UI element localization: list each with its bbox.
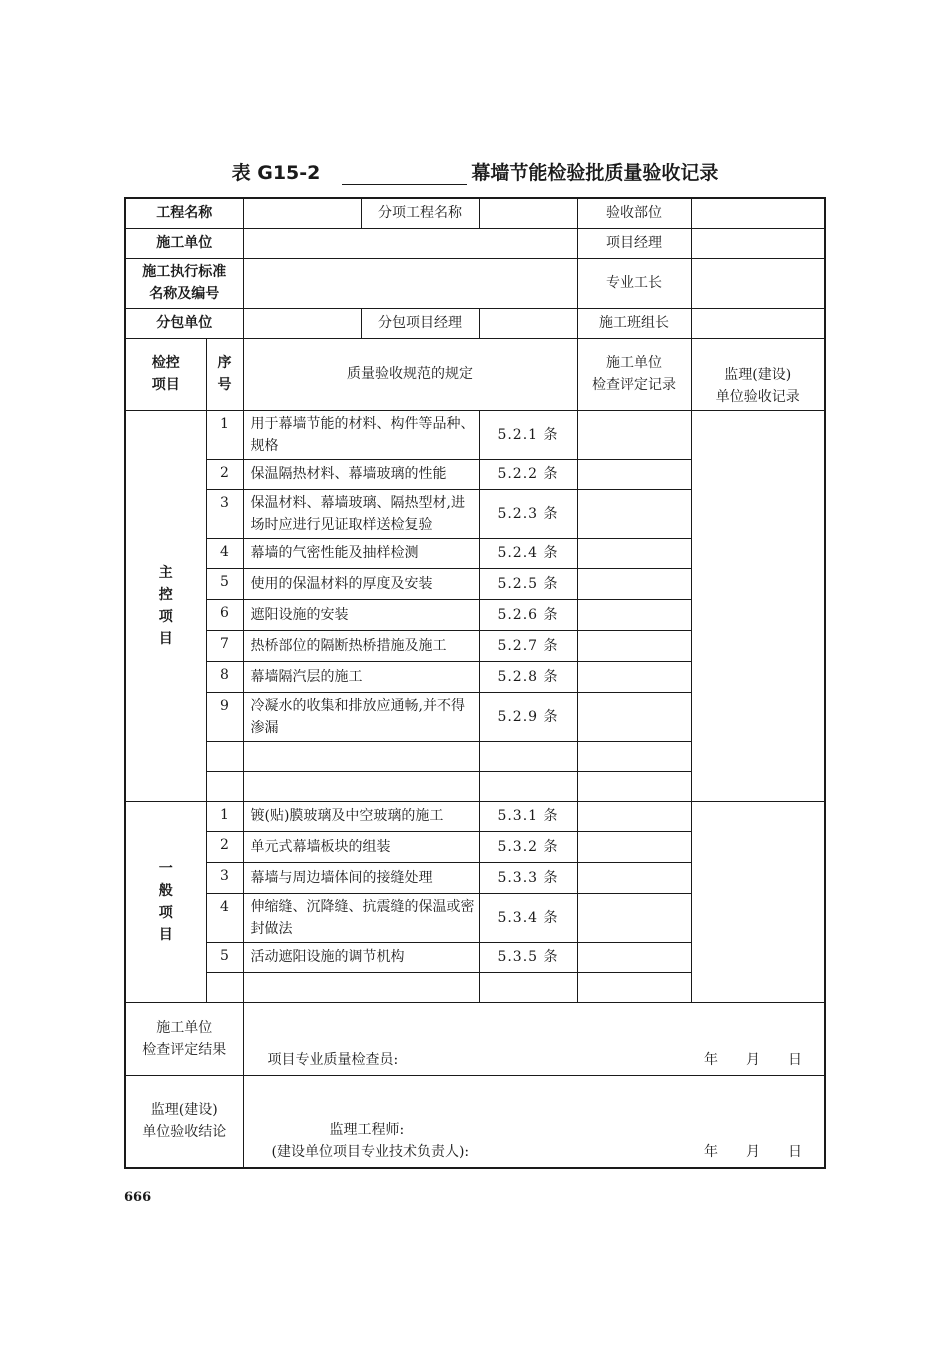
inspection-part-label: 验收部位 xyxy=(577,198,691,228)
main-group-char: 目 xyxy=(158,630,173,647)
col-spec-header: 质量验收规范的规定 xyxy=(243,338,577,410)
general-group-char: 项 xyxy=(158,904,173,921)
col-check-header xyxy=(577,338,691,410)
item-number: 4 xyxy=(206,538,243,568)
col-item-line2: 项目 xyxy=(151,377,180,393)
check-record-cell[interactable] xyxy=(577,771,691,801)
item-requirement-empty[interactable] xyxy=(243,741,479,771)
item-clause: 5.3.5 条 xyxy=(479,942,577,972)
construction-signature-row xyxy=(244,1049,830,1075)
main-control-group-label xyxy=(125,410,206,801)
header-row-unit xyxy=(125,228,825,258)
col-supervise-header xyxy=(691,338,825,410)
item-requirement: 伸缩缝、沉降缝、抗震缝的保温或密封做法 xyxy=(243,893,479,942)
item-clause: 5.3.2 条 xyxy=(479,831,577,862)
item-clause: 5.2.5 条 xyxy=(479,568,577,599)
col-item-line1: 检控 xyxy=(151,355,180,371)
construction-unit-label: 施工单位 xyxy=(125,228,243,258)
table-title: 幕墙节能检验批质量验收记录 xyxy=(471,162,719,184)
main-group-char: 主 xyxy=(158,564,173,581)
project-name-label: 工程名称 xyxy=(125,198,243,228)
check-record-cell[interactable] xyxy=(577,801,691,831)
supervision-conclusion-cell[interactable] xyxy=(243,1075,830,1168)
page-title xyxy=(0,158,950,185)
check-record-cell[interactable] xyxy=(577,568,691,599)
supervision-conclusion-row xyxy=(125,1075,825,1168)
header-row-standard xyxy=(125,258,825,308)
item-number: 3 xyxy=(206,862,243,893)
item-clause: 5.2.1 条 xyxy=(479,410,577,459)
col-supervise-line2: 单位验收记录 xyxy=(715,388,800,405)
quality-inspector-label: 项目专业质量检查员: xyxy=(267,1051,399,1068)
construction-result-label-line2: 检查评定结果 xyxy=(142,1041,227,1058)
check-record-cell[interactable] xyxy=(577,893,691,942)
item-requirement: 保温材料、幕墙玻璃、隔热型材,进场时应进行见证取样送检复验 xyxy=(243,489,479,538)
item-number-empty xyxy=(206,741,243,771)
item-clause-empty[interactable] xyxy=(479,741,577,771)
col-seq-line2: 号 xyxy=(217,377,232,393)
col-item-header xyxy=(125,338,206,410)
project-manager-label: 项目经理 xyxy=(577,228,691,258)
check-record-cell[interactable] xyxy=(577,459,691,489)
col-supervise-line1: 监理(建设) xyxy=(724,366,792,383)
header-row-subcontract xyxy=(125,308,825,338)
item-requirement: 保温隔热材料、幕墙玻璃的性能 xyxy=(243,459,479,489)
col-seq-header xyxy=(206,338,243,410)
item-number: 6 xyxy=(206,599,243,630)
item-clause: 5.2.7 条 xyxy=(479,630,577,661)
inspection-part-value[interactable] xyxy=(691,198,825,228)
project-name-value[interactable] xyxy=(243,198,361,228)
item-requirement: 幕墙与周边墙体间的接缝处理 xyxy=(243,862,479,893)
item-number: 5 xyxy=(206,942,243,972)
item-clause: 5.2.6 条 xyxy=(479,599,577,630)
check-record-cell[interactable] xyxy=(577,410,691,459)
item-clause-empty[interactable] xyxy=(479,972,577,1002)
tech-lead-label: (建设单位项目专业技术负责人): xyxy=(271,1144,470,1160)
general-item-row xyxy=(125,801,825,831)
standard-value[interactable] xyxy=(243,258,577,308)
item-requirement: 热桥部位的隔断热桥措施及施工 xyxy=(243,630,479,661)
main-group-char: 控 xyxy=(158,586,173,603)
item-requirement: 幕墙隔汽层的施工 xyxy=(243,661,479,692)
title-blank-line xyxy=(342,166,467,185)
subcontract-unit-value[interactable] xyxy=(243,308,361,338)
team-leader-label: 施工班组长 xyxy=(577,308,691,338)
item-number: 3 xyxy=(206,489,243,538)
construction-result-cell[interactable] xyxy=(243,1002,830,1075)
item-clause: 5.2.9 条 xyxy=(479,692,577,741)
team-leader-value[interactable] xyxy=(691,308,825,338)
item-clause: 5.3.4 条 xyxy=(479,893,577,942)
supervision-conclusion-label-line2: 单位验收结论 xyxy=(142,1124,227,1141)
check-record-cell[interactable] xyxy=(577,972,691,1002)
item-number: 2 xyxy=(206,831,243,862)
supervision-conclusion-label-line1: 监理(建设) xyxy=(150,1102,218,1119)
item-requirement: 用于幕墙节能的材料、构件等品种、规格 xyxy=(243,410,479,459)
item-requirement-empty[interactable] xyxy=(243,771,479,801)
main-group-char: 项 xyxy=(158,608,173,625)
column-header-row xyxy=(125,338,825,410)
project-manager-value[interactable] xyxy=(691,228,825,258)
item-requirement: 幕墙的气密性能及抽样检测 xyxy=(243,538,479,568)
item-clause: 5.3.1 条 xyxy=(479,801,577,831)
item-requirement: 使用的保温材料的厚度及安装 xyxy=(243,568,479,599)
item-number: 8 xyxy=(206,661,243,692)
item-number-empty xyxy=(206,972,243,1002)
supervision-conclusion-label xyxy=(125,1075,243,1168)
standard-label-line2: 名称及编号 xyxy=(149,286,220,302)
check-record-cell[interactable] xyxy=(577,599,691,630)
item-requirement: 冷凝水的收集和排放应通畅,并不得渗漏 xyxy=(243,692,479,741)
main-supervise-record-cell[interactable] xyxy=(691,410,825,801)
item-requirement: 单元式幕墙板块的组装 xyxy=(243,831,479,862)
item-number: 9 xyxy=(206,692,243,741)
inspection-record-table xyxy=(124,197,830,1169)
standard-label-line1: 施工执行标准 xyxy=(142,264,227,280)
item-clause: 5.2.2 条 xyxy=(479,459,577,489)
subcontract-manager-label: 分包项目经理 xyxy=(361,308,479,338)
check-record-cell[interactable] xyxy=(577,862,691,893)
sub-project-name-value[interactable] xyxy=(479,198,577,228)
check-record-cell[interactable] xyxy=(577,741,691,771)
general-supervise-record-cell[interactable] xyxy=(691,801,825,1002)
item-number: 2 xyxy=(206,459,243,489)
item-number: 1 xyxy=(206,801,243,831)
item-clause: 5.3.3 条 xyxy=(479,862,577,893)
check-record-cell[interactable] xyxy=(577,489,691,538)
main-item-row xyxy=(125,410,825,459)
header-row-project xyxy=(125,198,825,228)
item-requirement: 活动遮阳设施的调节机构 xyxy=(243,942,479,972)
item-clause: 5.2.3 条 xyxy=(479,489,577,538)
supervision-date-label: 年月日 xyxy=(704,1144,830,1160)
general-group-char: 一 xyxy=(158,860,173,877)
construction-date-label: 年月日 xyxy=(704,1051,830,1068)
col-check-line2: 检查评定记录 xyxy=(592,377,676,393)
item-number: 4 xyxy=(206,893,243,942)
subcontract-manager-value[interactable] xyxy=(479,308,577,338)
table-number: 表 G15-2 xyxy=(231,162,321,184)
professional-foreman-value[interactable] xyxy=(691,258,825,308)
check-record-cell[interactable] xyxy=(577,831,691,862)
check-record-cell[interactable] xyxy=(577,942,691,972)
check-record-cell[interactable] xyxy=(577,538,691,568)
construction-unit-value[interactable] xyxy=(243,228,577,258)
general-group-char: 般 xyxy=(158,882,173,899)
construction-result-label-line1: 施工单位 xyxy=(156,1019,213,1036)
sub-project-name-label: 分项工程名称 xyxy=(361,198,479,228)
check-record-cell[interactable] xyxy=(577,661,691,692)
general-group-char: 目 xyxy=(158,926,173,943)
construction-result-row xyxy=(125,1002,825,1075)
item-requirement: 遮阳设施的安装 xyxy=(243,599,479,630)
item-number-empty xyxy=(206,771,243,801)
item-requirement-empty[interactable] xyxy=(243,972,479,1002)
check-record-cell[interactable] xyxy=(577,630,691,661)
item-number: 5 xyxy=(206,568,243,599)
supervision-signature-row xyxy=(244,1141,830,1167)
subcontract-unit-label: 分包单位 xyxy=(125,308,243,338)
check-record-cell[interactable] xyxy=(577,692,691,741)
item-requirement: 镀(贴)膜玻璃及中空玻璃的施工 xyxy=(243,801,479,831)
item-clause-empty[interactable] xyxy=(479,771,577,801)
item-clause: 5.2.8 条 xyxy=(479,661,577,692)
item-clause: 5.2.4 条 xyxy=(479,538,577,568)
supervision-engineer-label: 监理工程师: xyxy=(329,1122,405,1138)
item-number: 7 xyxy=(206,630,243,661)
page-number: 666 xyxy=(124,1190,152,1205)
construction-result-label xyxy=(125,1002,243,1075)
standard-label xyxy=(125,258,243,308)
professional-foreman-label: 专业工长 xyxy=(577,258,691,308)
general-group-label xyxy=(125,801,206,1002)
col-check-line1: 施工单位 xyxy=(606,355,662,371)
item-number: 1 xyxy=(206,410,243,459)
col-seq-line1: 序 xyxy=(217,355,232,371)
